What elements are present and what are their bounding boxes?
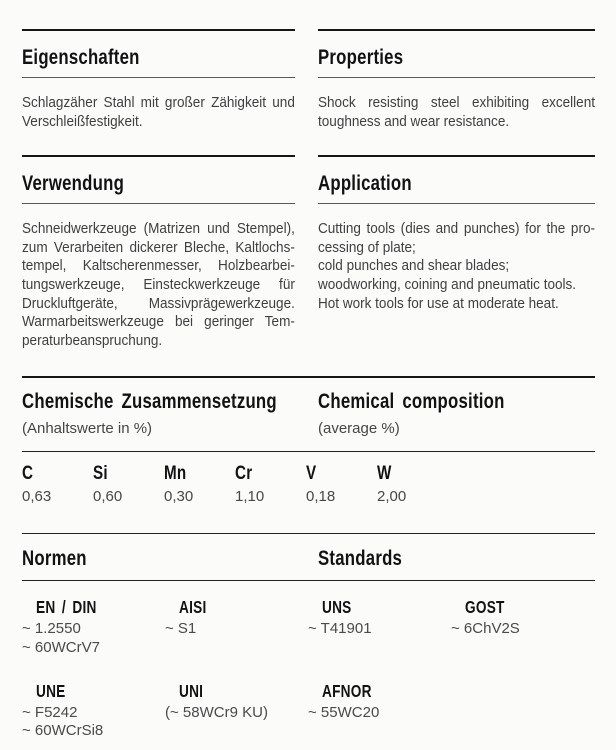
application-text-en [318, 220, 595, 313]
standard-group-en-din [22, 598, 165, 656]
standard-name-text: AISI [179, 597, 207, 618]
element-symbol [164, 463, 235, 484]
element-symbol-text: V [306, 462, 317, 485]
text-line: zum Verarbeiten dickerer Bleche, Kaltlochs- [22, 238, 295, 256]
element-symbol-text: Si [93, 462, 108, 485]
composition-header-row [22, 463, 595, 484]
text-line: toughness and wear resistance. [318, 112, 510, 130]
standard-name-text: UNS [322, 597, 352, 618]
element-value: 0,63 [22, 488, 52, 506]
application-german-column [22, 131, 295, 350]
element-symbol-text: C [22, 462, 34, 485]
element-symbol [93, 463, 164, 484]
text-line: woodworking, coining and pneumatic tools. [318, 275, 577, 293]
element-value: 0,18 [306, 488, 336, 506]
standards-title-en [318, 547, 595, 570]
standard-name [308, 598, 451, 617]
text-line: Hot work tools for use at moderate heat. [318, 294, 559, 312]
heading-text: Properties [318, 45, 404, 69]
heading-underline [22, 203, 295, 204]
divider [318, 155, 595, 157]
divider [22, 29, 295, 31]
composition-title-en [318, 390, 595, 413]
composition-heading-de [22, 378, 295, 438]
properties-german-column [22, 0, 295, 131]
standard-designation: ~ 60WCrSi8 [22, 721, 104, 739]
standard-name [308, 682, 451, 701]
composition-subtitle-en: (average %) [318, 420, 400, 438]
standard-designation: ~ 55WC20 [308, 703, 380, 721]
composition-heading-en [318, 378, 595, 438]
element-symbol [22, 463, 93, 484]
standard-designation: ~ 1.2550 [22, 620, 81, 638]
properties-title-de [22, 46, 295, 69]
element-symbol-text: Mn [164, 462, 187, 485]
standard-name-text: GOST [465, 597, 505, 618]
standard-designation: ~ 60WCrV7 [22, 638, 100, 656]
divider [22, 155, 295, 157]
standard-name [22, 682, 165, 701]
standard-name-text: UNI [179, 680, 204, 701]
composition-title-de [22, 390, 295, 413]
composition-headings [22, 378, 595, 438]
standard-designation: ~ F5242 [22, 703, 78, 721]
standard-group-gost [451, 598, 594, 656]
text-line: tungswerkzeuge, Einsteckwerkzeuge für [22, 275, 295, 293]
heading-text: Normen [22, 546, 87, 571]
application-title-en [318, 172, 595, 195]
section-properties [22, 0, 595, 131]
properties-english-column [318, 0, 595, 131]
element-value: 1,10 [235, 488, 265, 506]
text-line: cessing of plate; [318, 238, 416, 256]
heading-text: Chemical composition [318, 389, 505, 414]
application-title-de [22, 172, 295, 195]
element-value: 0,60 [93, 488, 123, 506]
heading-text: Eigenschaften [22, 45, 140, 69]
properties-text-en [318, 94, 595, 131]
element-symbol [235, 463, 306, 484]
application-english-column [318, 131, 595, 350]
standard-name-text: EN / DIN [36, 597, 97, 618]
standard-group-afnor [308, 682, 451, 740]
standards-headings [22, 534, 595, 570]
standards-grid [22, 598, 595, 740]
heading-underline [318, 77, 595, 78]
standard-group-uni [165, 682, 308, 740]
text-line: Verschleißfestigkeit. [22, 112, 143, 130]
standard-group-aisi [165, 598, 308, 656]
heading-text: Application [318, 171, 412, 196]
text-line: Warmarbeitswerkzeuge bei geringer Tem- [22, 313, 295, 331]
element-value: 2,00 [377, 488, 407, 506]
divider [22, 451, 595, 452]
heading-underline [318, 203, 595, 204]
text-line: tempel, Kaltscherenmesser, Holzbearbei- [22, 257, 295, 275]
section-application [22, 131, 595, 350]
composition-value-row [22, 488, 595, 506]
standard-group-une [22, 682, 165, 740]
properties-title-en [318, 46, 595, 69]
text-line: Schlagzäher Stahl mit großer Zähigkeit und [22, 94, 295, 111]
standard-name-text: AFNOR [322, 680, 372, 701]
heading-text: Verwendung [22, 171, 125, 196]
application-text-de [22, 220, 295, 350]
element-symbol-text: Cr [235, 462, 253, 485]
text-line: peraturbeanspruchung. [22, 331, 163, 349]
section-composition [22, 376, 595, 534]
text-line: Druckluftgeräte, Massivprägewerkzeuge. [22, 294, 295, 312]
heading-underline [22, 77, 295, 78]
element-symbol [377, 463, 448, 484]
standard-name [451, 598, 594, 617]
standard-name [165, 682, 308, 701]
divider [318, 29, 595, 31]
element-symbol-text: W [377, 462, 392, 485]
text-line: Cutting tools (dies and punches) for the pro- [318, 220, 596, 238]
text-line: cold punches and shear blades; [318, 257, 510, 275]
element-value: 0,30 [164, 488, 194, 506]
standard-name-text: UNE [36, 680, 66, 701]
standards-title-de [22, 547, 295, 570]
composition-subtitle-de: (Anhaltswerte in %) [22, 420, 153, 438]
heading-underline [22, 580, 595, 581]
standard-designation: ~ S1 [165, 620, 197, 638]
standard-designation: ~ T41901 [308, 620, 372, 638]
text-line: Schneidwerkzeuge (Matrizen und Stempel), [22, 220, 295, 238]
section-standards [22, 534, 595, 740]
element-symbol [306, 463, 377, 484]
heading-text: Chemische Zusammensetzung [22, 389, 277, 414]
standard-name [165, 598, 308, 617]
text-line: Shock resisting steel exhibiting excellent [318, 94, 596, 111]
standard-name [22, 598, 165, 617]
properties-text-de [22, 94, 295, 131]
standard-designation: ~ 6ChV2S [451, 620, 520, 638]
standard-designation: (~ 58WCr9 KU) [165, 703, 268, 721]
standard-group-uns [308, 598, 451, 656]
heading-text: Standards [318, 546, 403, 571]
